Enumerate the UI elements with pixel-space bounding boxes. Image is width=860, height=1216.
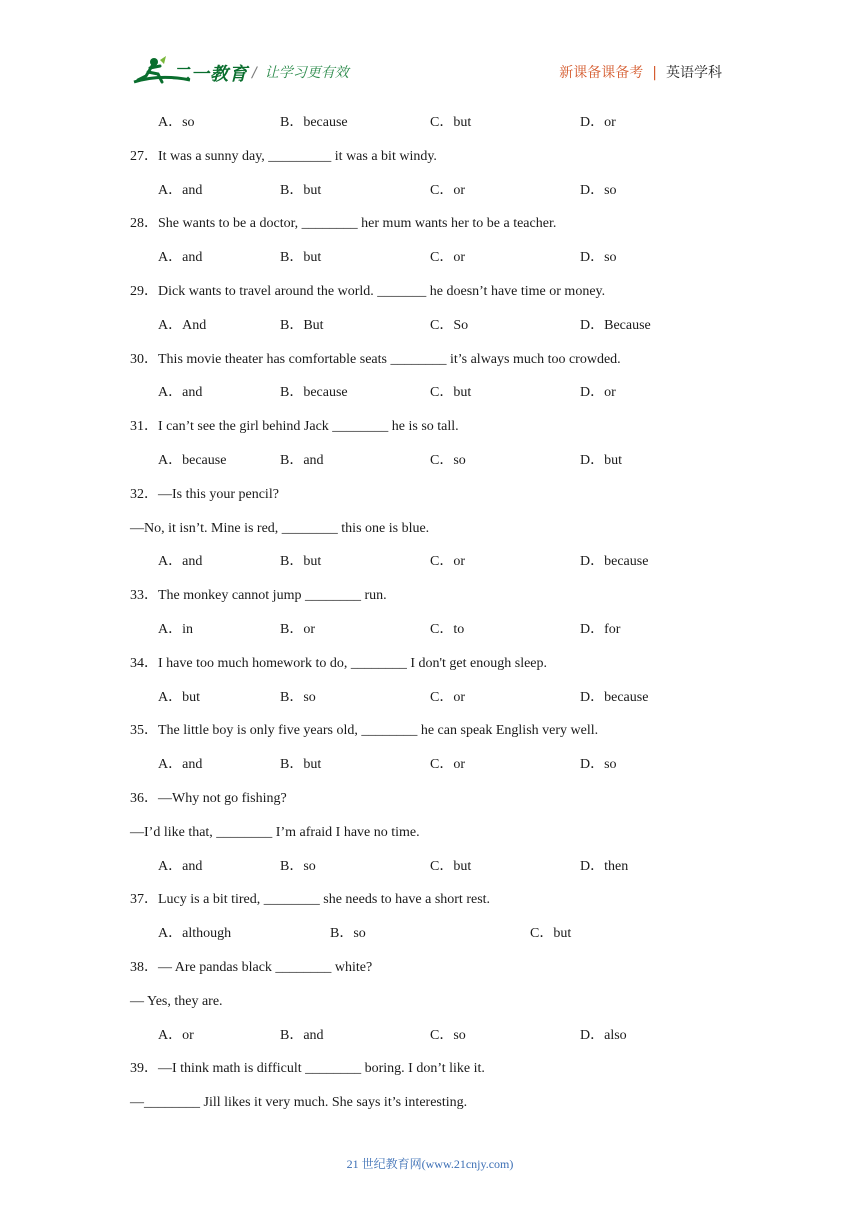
question-reply: —No, it isn’t. Mine is red, ________ this one is blue. [130,520,430,536]
question-stem: 38．— Are pandas black ________ white? [130,960,373,975]
option-b: B．but [280,757,322,773]
option-a: A．and [158,757,203,773]
option-b: B．so [330,926,366,942]
option-a: A．and [158,250,203,266]
option-d: D．for [580,622,621,637]
option-a: A．And [158,317,207,333]
option-a: A．and [158,858,203,874]
option-a: A．or [158,1027,194,1043]
option-d: D．because [580,554,649,570]
option-b: B．But [280,317,324,333]
option-a: A．and [158,385,203,401]
question-stem: 30．This movie theater has comfortable seats ________ it’s always much too crowded. [130,351,621,367]
option-d: D．also [580,1027,627,1043]
option-b: B．because [280,115,348,130]
option-c: C．to [430,622,465,637]
page-header [0,0,860,100]
option-d: D．then [580,858,629,874]
option-c: C．or [430,182,465,198]
option-a: A．although [158,926,232,942]
question-stem: 35．The little boy is only five years old, ________ he can speak English very well. [130,723,599,739]
option-d: D．Because [580,317,651,333]
option-d: D．so [580,757,617,773]
option-c: C．So [430,317,469,333]
option-c: C．or [430,250,465,266]
option-d: D．so [580,250,617,266]
question-stem: 36．—Why not go fishing? [130,791,287,806]
option-a: A．but [158,689,200,705]
option-c: C．but [530,926,572,942]
question-stem: 31．I can’t see the girl behind Jack ________ he is so tall. [130,419,459,435]
option-d: D．so [580,182,617,198]
option-b: B．but [280,250,322,266]
option-d: D．because [580,689,649,705]
question-stem: 33．The monkey cannot jump ________ run. [130,588,387,604]
option-b: B．but [280,182,322,198]
option-b: B．so [280,689,316,705]
option-d: D．or [580,385,616,401]
question-reply: —I’d like that, ________ I’m afraid I have no time. [130,824,420,840]
option-a: A．in [158,622,193,637]
option-a: A．so [158,115,195,130]
option-d: D．but [580,453,622,468]
option-c: C．so [430,1027,466,1043]
option-b: B．and [280,1027,324,1043]
option-c: C．but [430,115,472,130]
slogan: / 让学习更有效 [252,65,349,81]
option-d: D．or [580,115,616,130]
option-b: B．and [280,453,324,468]
option-c: C．or [430,757,465,773]
option-b: B．because [280,385,348,401]
header-subject: 新课备课备考 | 英语学科 [559,65,722,81]
option-a: A．because [158,453,227,468]
option-b: B．or [280,622,315,637]
question-stem: 32．—Is this your pencil? [130,486,279,502]
question-reply: — Yes, they are. [130,993,223,1009]
logo-text: 二一教育 [172,64,248,85]
option-c: C．or [430,554,465,570]
question-reply: —________ Jill likes it very much. She says it’s interesting. [130,1095,468,1111]
question-stem: 34．I have too much homework to do, ________ I don't get enough sleep. [130,655,548,671]
option-c: C．but [430,858,472,874]
option-c: C．or [430,689,465,705]
question-stem: 27．It was a sunny day, _________ it was a bit windy. [130,148,437,164]
option-c: C．so [430,453,466,468]
option-a: A．and [158,182,203,198]
question-stem: 37．Lucy is a bit tired, ________ she needs to have a short rest. [130,892,491,908]
option-b: B．but [280,554,322,570]
option-a: A．and [158,554,203,570]
question-stem: 28．She wants to be a doctor, ________ her mum wants her to be a teacher. [130,216,557,232]
option-c: C．but [430,385,472,401]
question-stem: 39．—I think math is difficult ________ boring. I don’t like it. [130,1061,485,1077]
page-footer: 21 世纪教育网(www.21cnjy.com) [346,1157,514,1171]
option-b: B．so [280,858,316,874]
question-stem: 29．Dick wants to travel around the world. _______ he doesn’t have time or money. [130,284,606,299]
